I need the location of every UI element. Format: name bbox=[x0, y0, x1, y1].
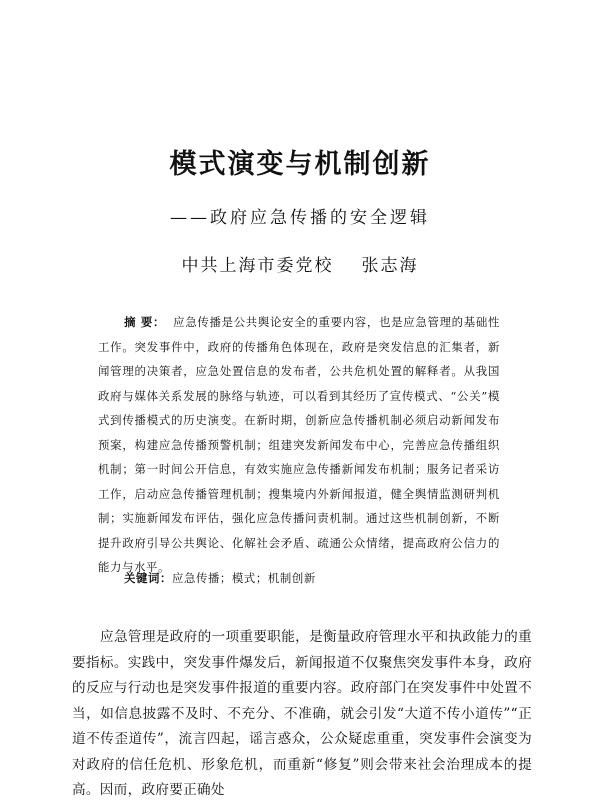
abstract-label: 摘 要： bbox=[124, 315, 166, 329]
keywords-label: 关键词： bbox=[124, 571, 172, 585]
body-paragraph bbox=[72, 625, 532, 804]
body-text: 应急管理是政府的一项重要职能，是衡量政府管理水平和执政能力的重要指标。实践中，突发事件爆发后，新闻报道不仅聚焦突发事件本身，政府的反应与行动也是突发事件报道的重要内容。政府部门在突发事件中处置不当，如信息披露不及时、不充分、不准确，就会引发“大道不传小道传”“正道不传歪道传”，流言四起，谣言惑众，公众疑虑重重，突发事件会演变为对政府的信任危机、形象危机，而重新“修复”则会带来社会治理成本的提高。因而，政府要正确处 bbox=[72, 629, 532, 798]
keywords-text: 应急传播；模式；机制创新 bbox=[171, 571, 316, 585]
abstract-text: 应急传播是公共舆论安全的重要内容，也是应急管理的基础性工作。突发事件中，政府的传播角色体现在，政府是突发信息的汇集者，新闻管理的决策者，应急处置信息的发布者，公共危机处置的解释者。从我国政府与媒体关系发展的脉络与轨迹，可以看到其经历了宣传模式、“公关”模式到传播模式的历史演变。在新时期，创新应急传播机制必须启动新闻发布预案，构建应急传播预警机制；组建突发新闻发布中心，完善应急传播组织机制；第一时间公开信息，有效实施应急传播新闻发布机制；服务记者采访工作，启动应急传播管理机制；搜集境内外新闻报道，健全舆情监测研判机制；实施新闻发布评估，强化应急传播问责机制。通过这些机制创新，不断提升政府引导公共舆论、化解社会矛盾、疏通公众情绪，提高政府公信力的能力与水平。 bbox=[98, 315, 500, 574]
abstract bbox=[98, 310, 500, 580]
keywords bbox=[124, 570, 316, 586]
author-name: 张志海 bbox=[361, 256, 419, 276]
author-line bbox=[0, 251, 600, 276]
paper-title: 模式演变与机制创新 bbox=[169, 149, 431, 180]
author-affiliation: 中共上海市委党校 bbox=[181, 256, 334, 276]
paper-subtitle: ——政府应急传播的安全逻辑 bbox=[170, 208, 430, 228]
